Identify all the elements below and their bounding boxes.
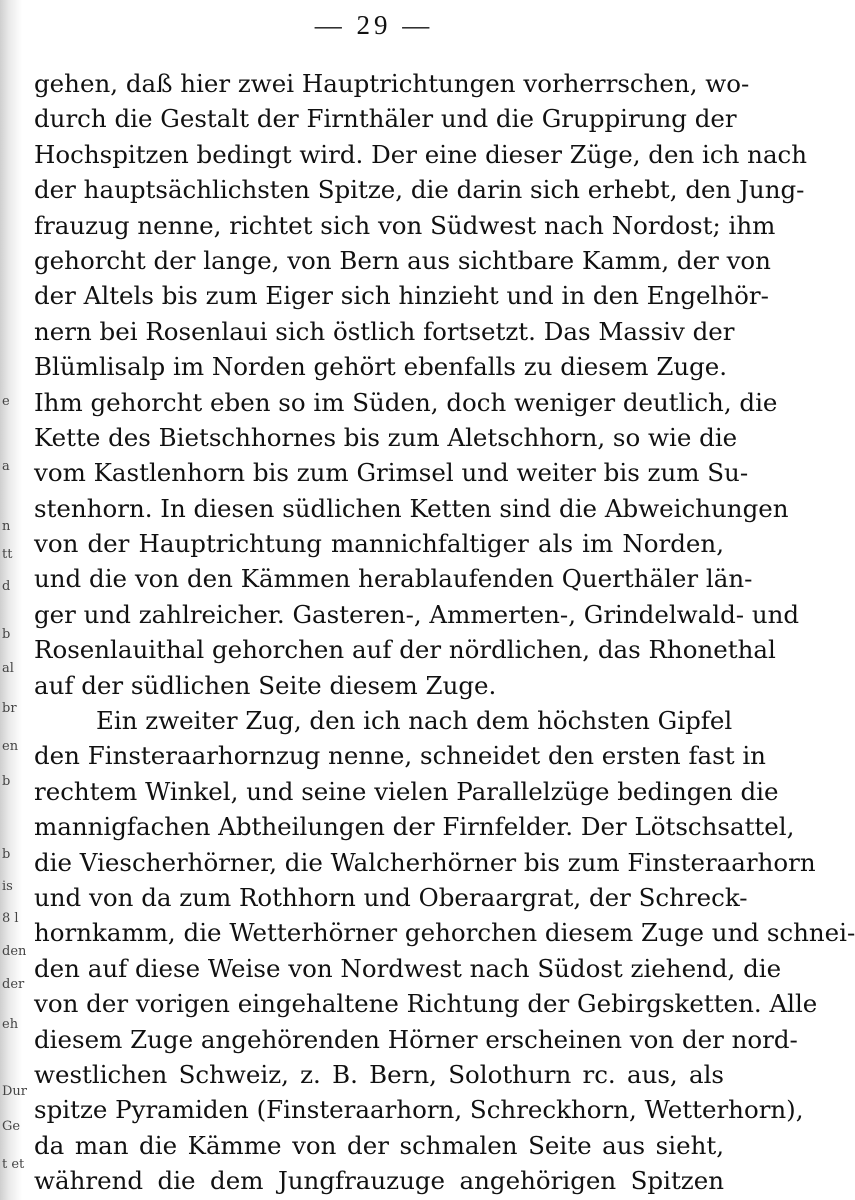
text-line: auf der südlichen Seite diesem Zuge. [34,670,497,700]
text-line: da man die Kämme von der schmalen Seite aus sieht, [34,1130,724,1160]
body-text [34,66,855,1199]
paragraph-1 [34,66,808,703]
text-line: stenhorn. In diesen südlichen Ketten sind die Abweichungen [34,493,789,523]
text-line: mannigfachen Abtheilungen der Firnfelder. Der Lötschsattel, [34,812,795,842]
text-line: und von da zum Rothhorn und Oberaargrat, der Schreck- [34,882,748,912]
text-line: der Altels bis zum Eiger sich hinzieht und in den Engelhör- [34,281,769,311]
binding-gutter [0,0,28,1200]
gutter-mark: tt [2,547,13,562]
text-line: frauzug nenne, richtet sich von Südwest nach Nordost; ihm [34,210,776,240]
text-line: den auf diese Weise von Nordwest nach Südost ziehend, die [34,953,782,983]
paragraph-2 [34,703,855,1198]
gutter-mark: b [2,847,11,862]
text-line: Rosenlauithal gehorchen auf der nördlichen, das Rhonethal [34,635,776,665]
gutter-mark: d [2,579,11,594]
text-line: rechtem Winkel, und seine vielen Parallelzüge bedingen die [34,776,779,806]
gutter-mark: is [2,879,13,894]
text-line: der hauptsächlichsten Spitze, die darin sich erhebt, den Jung- [34,175,805,205]
gutter-mark: eh [2,1017,19,1032]
gutter-mark: b [2,627,11,642]
text-line: westlichen Schweiz, z. B. Bern, Solothurn rc. aus, als [34,1059,724,1089]
gutter-mark: al [2,661,14,676]
gutter-mark: 8 l [2,911,19,926]
gutter-mark: Dur [2,1084,28,1099]
text-line: hornkamm, die Wetterhörner gehorchen diesem Zuge und schnei- [34,918,855,948]
text-line: Blümlisalp im Norden gehört ebenfalls zu diesem Zuge. [34,352,728,382]
text-line: Ihm gehorcht eben so im Süden, doch weniger deutlich, die [34,387,778,417]
text-line: den Finsteraarhornzug nenne, schneidet den ersten fast in [34,741,766,771]
gutter-mark: Ge [2,1119,21,1134]
text-line: gehen, daß hier zwei Hauptrichtungen vorherrschen, wo- [34,69,750,98]
gutter-mark: den [2,944,27,959]
page-number: — 29 — [314,10,434,40]
text-line: und die von den Kämmen herablaufenden Querthäler län- [34,564,753,594]
gutter-mark: der [2,977,25,992]
text-line: von der vorigen eingehaltene Richtung der Gebirgsketten. Alle [34,989,818,1019]
text-line: die Viescherhörner, die Walcherhörner bis zum Finsteraarhorn [34,847,816,877]
text-line: diesem Zuge angehörenden Hörner erscheinen von der nord- [34,1024,798,1054]
text-line: gehorcht der lange, von Bern aus sichtbare Kamm, der von [34,245,771,275]
text-line: durch die Gestalt der Firnthäler und die Gruppirung der [34,104,737,134]
text-line: während die dem Jungfrauzuge angehörigen Spitzen [34,1166,724,1196]
gutter-mark: e [2,394,10,409]
gutter-mark: b [2,774,11,789]
gutter-mark: a [2,459,10,474]
gutter-mark: en [2,739,19,754]
gutter-mark: br [2,701,17,716]
gutter-mark: n [2,519,11,534]
text-line: Ein zweiter Zug, den ich nach dem höchsten Gipfel [96,706,733,736]
text-line: Hochspitzen bedingt wird. Der eine dieser Züge, den ich nach [34,139,808,169]
text-line: spitze Pyramiden (Finsteraarhorn, Schreckhorn, Wetterhorn), [34,1095,804,1125]
text-line: von der Hauptrichtung mannichfaltiger als im Norden, [34,529,724,559]
text-line: vom Kastlenhorn bis zum Grimsel und weiter bis zum Su- [34,458,749,488]
text-line: ger und zahlreicher. Gasteren-, Ammerten-, Grindelwald- und [34,599,800,629]
gutter-mark: t et [2,1157,25,1172]
text-line: Kette des Bietschhornes bis zum Aletschhorn, so wie die [34,422,738,452]
text-line: nern bei Rosenlaui sich östlich fortsetzt. Das Massiv der [34,316,735,346]
